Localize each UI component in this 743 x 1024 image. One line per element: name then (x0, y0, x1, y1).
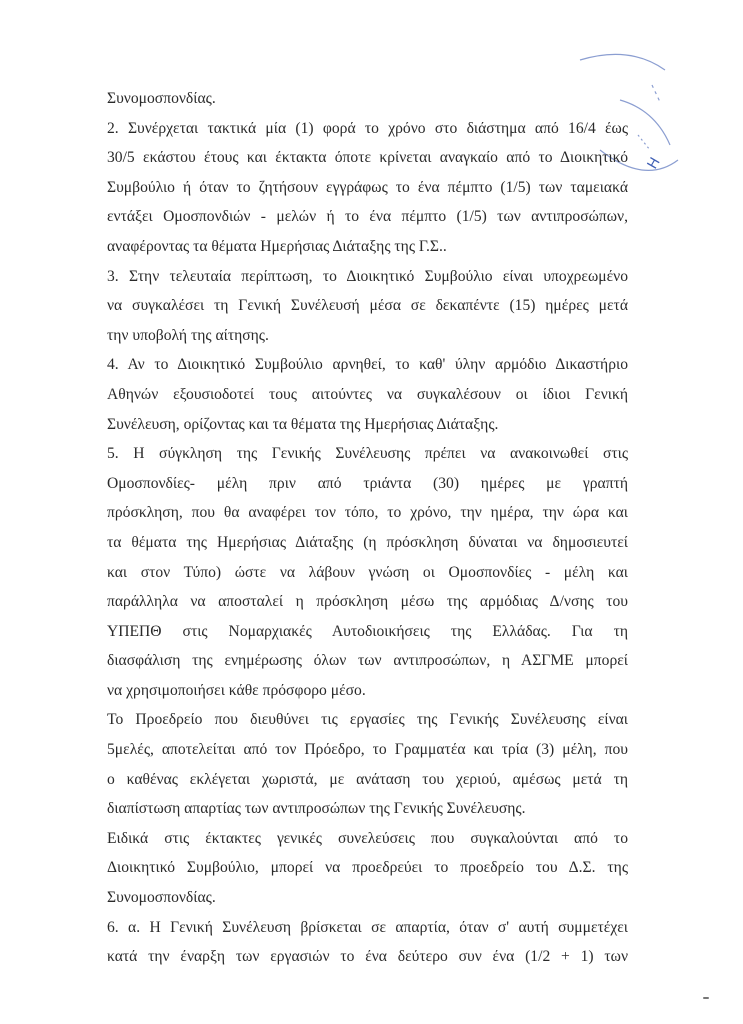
text-line: Συμβούλιο ή όταν το ζητήσουν εγγράφως το ένα πέμπτο (1/5) των ταμειακά (107, 178, 628, 196)
text-line: ο καθένας εκλέγεται χωριστά, με ανάταση του χεριού, αμέσως μετά τη (107, 770, 628, 788)
text-line: παράλληλα να αποσταλεί η πρόσκληση μέσω της αρμόδιας Δ/νσης του (107, 593, 628, 611)
text-line: Το Προεδρείο που διευθύνει τις εργασίες της Γενικής Συνέλευσης είναι (107, 711, 628, 729)
text-line: 5. Η σύγκληση της Γενικής Συνέλευσης πρέπει να ανακοινωθεί στις (107, 445, 628, 463)
text-line: διασφάλιση της ενημέρωσης όλων των αντιπροσώπων, η ΑΣΓΜΕ μπορεί (107, 652, 628, 670)
text-line: 6. α. Η Γενική Συνέλευση βρίσκεται σε απαρτία, όταν σ' αυτή συμμετέχει (107, 918, 628, 936)
text-line: τα θέματα της Ημερήσιας Διάταξης (η πρόσκληση δύναται να δημοσιευτεί (107, 533, 628, 551)
text-line: 30/5 εκάστου έτους και έκτακτα όποτε κρίνεται αναγκαίο από το Διοικητικό (107, 149, 628, 167)
document-body (107, 84, 628, 972)
text-line: να συγκαλέσει τη Γενική Συνέλευσή μέσα σε δεκαπέντε (15) ημέρες μετά (107, 297, 628, 315)
text-line: 2. Συνέρχεται τακτικά μία (1) φορά το χρόνο στο διάστημα από 16/4 έως (107, 119, 628, 137)
text-line: Αθηνών εξουσιοδοτεί τους αιτούντες να συγκαλέσουν οι ίδιοι Γενική (107, 385, 628, 403)
text-line: ΥΠΕΠΘ στις Νομαρχιακές Αυτοδιοικήσεις της Ελλάδας. Για τη (107, 622, 628, 640)
text-line: Ομοσπονδίες- μέλη πριν από τριάντα (30) ημέρες με γραπτή (107, 474, 628, 492)
text-line: Συνομοσπονδίας. (107, 90, 216, 107)
text-line: αναφέροντας τα θέματα Ημερήσιας Διάταξης της Γ.Σ.. (107, 237, 447, 255)
text-line: διαπίστωση απαρτίας των αντιπροσώπων της Γενικής Συνέλευσης. (107, 800, 526, 818)
text-line: εντάξει Ομοσπονδιών - μελών ή το ένα πέμπτο (1/5) των αντιπροσώπων, (107, 208, 628, 226)
text-line: 4. Αν το Διοικητικό Συμβούλιο αρνηθεί, το καθ' ύλην αρμόδιο Δικαστήριο (107, 356, 628, 374)
text-line: Συνομοσπονδίας. (107, 889, 216, 907)
text-line: κατά την έναρξη των εργασιών το ένα δεύτερο συν ένα (1/2 + 1) των (107, 948, 628, 966)
scan-speck (703, 997, 709, 999)
text-line: και στον Τύπο) ώστε να λάβουν γνώση οι Ομοσπονδίες - μέλη και (107, 563, 628, 581)
text-line: 5μελές, αποτελείται από τον Πρόεδρο, το Γραμματέα και τρία (3) μέλη, που (107, 741, 628, 759)
text-line: να χρησιμοποιήσει κάθε πρόσφορο μέσο. (107, 681, 366, 699)
text-line: Συνέλευση, ορίζοντας και τα θέματα της Ημερήσιας Διάταξης. (107, 415, 499, 433)
text-line: την υποβολή της αίτησης. (107, 326, 269, 344)
text-line: Διοικητικό Συμβούλιο, μπορεί να προεδρεύει το προεδρείο του Δ.Σ. της (107, 859, 628, 877)
stamp-letter: Η (644, 154, 664, 172)
text-line: Ειδικά στις έκτακτες γενικές συνελεύσεις που συγκαλούνται από το (107, 829, 628, 847)
text-line: 3. Στην τελευταία περίπτωση, το Διοικητικό Συμβούλιο είναι υποχρεωμένο (107, 267, 628, 285)
text-line: πρόσκληση, που θα αναφέρει τον τόπο, το χρόνο, την ημέρα, την ώρα και (107, 504, 628, 522)
